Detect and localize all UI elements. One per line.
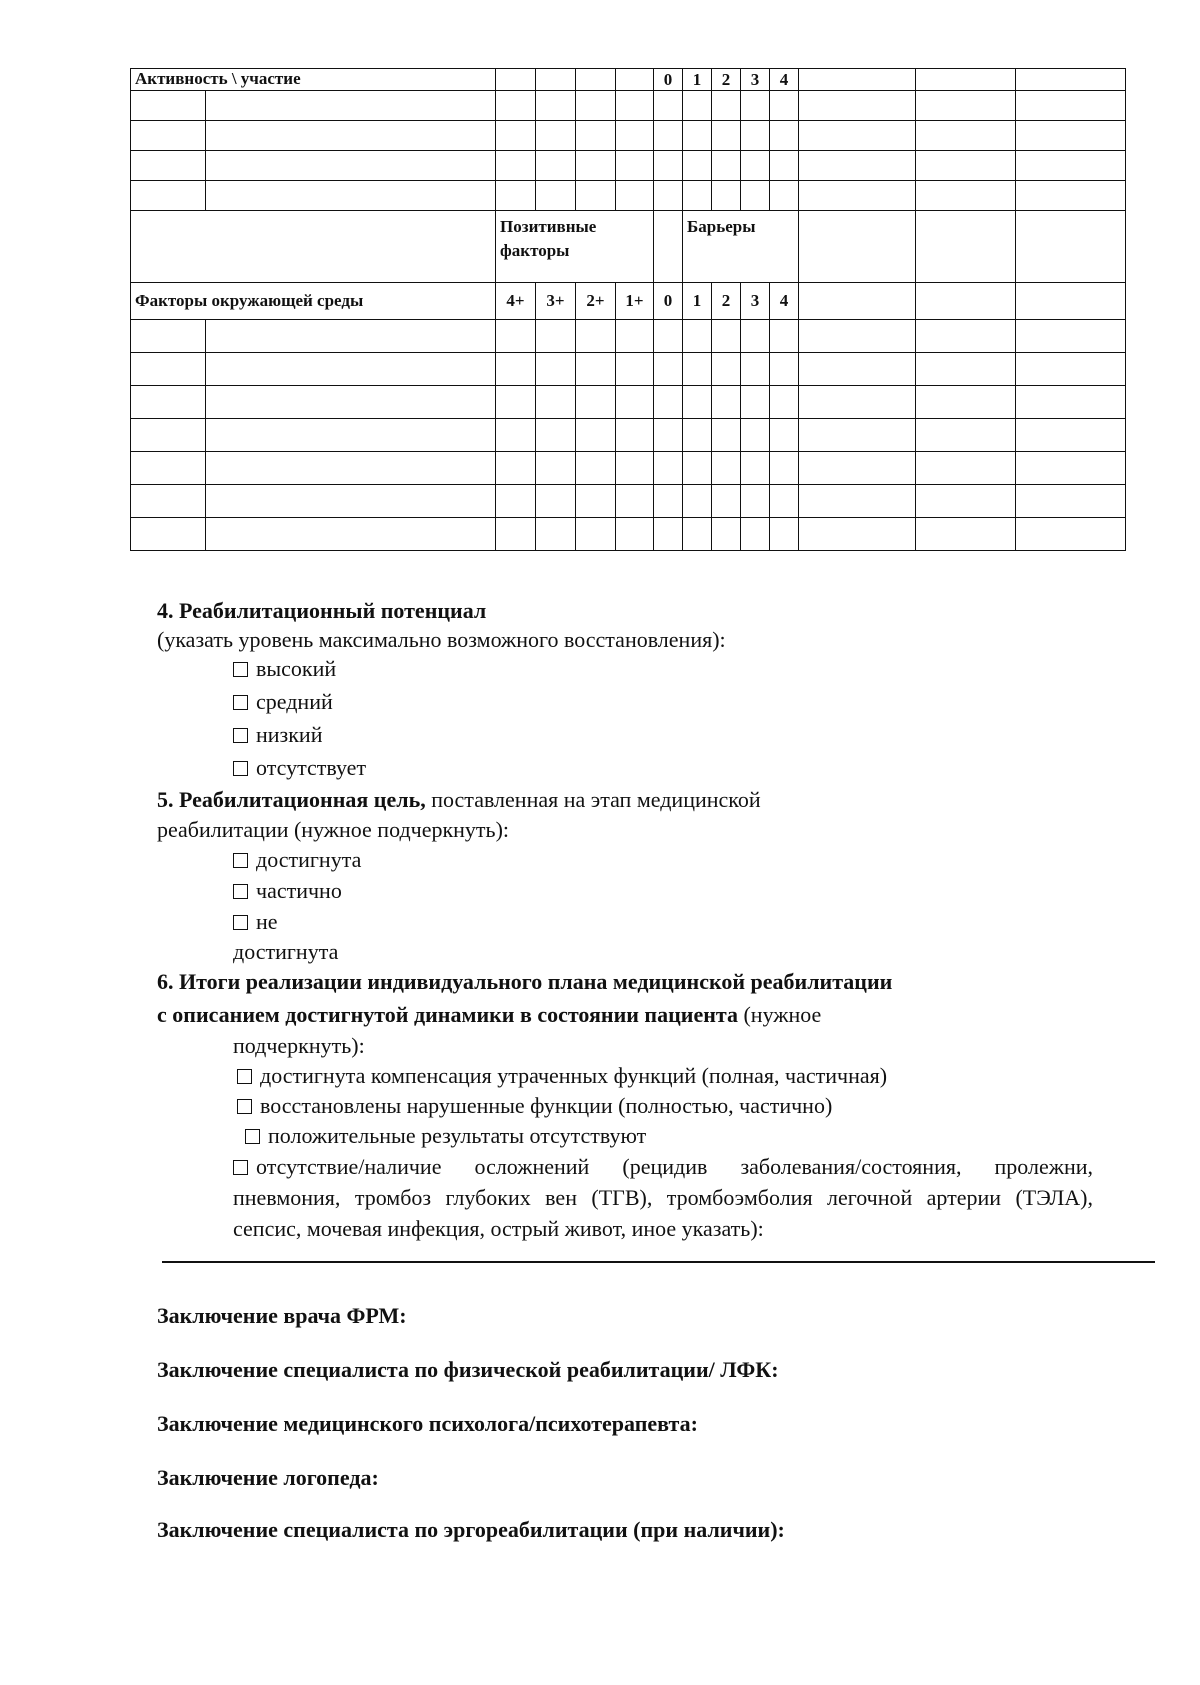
- section5-title: Реабилитационная цель,: [179, 787, 426, 812]
- env-scale-3: 3: [741, 283, 770, 320]
- section4-number: 4.: [157, 598, 174, 623]
- table-row: [131, 386, 1126, 419]
- env-scale-1: 1: [683, 283, 712, 320]
- activity-scale-0: 0: [654, 69, 683, 91]
- option-complications[interactable]: отсутствие/наличие осложнений (рецидив заболевания/состояния, пролежни, пневмония, тромбоз глубоких вен (ТГВ), тромбоэмболия легочной артерии (ТЭЛА), сепсис, мочевая инфекция, острый живот, иное указать):: [233, 1154, 1093, 1241]
- env-scale-1plus: 1+: [616, 283, 654, 320]
- table-row: [131, 452, 1126, 485]
- activity-header: Активность \ участие: [131, 69, 496, 91]
- env-header-row: [131, 283, 1126, 320]
- conclusion-speech-therapist: Заключение логопеда:: [157, 1465, 379, 1490]
- env-scale-2plus: 2+: [576, 283, 616, 320]
- env-scale-4plus: 4+: [496, 283, 536, 320]
- section6-note-2: подчеркнуть):: [233, 1033, 365, 1058]
- conclusion-psychologist: Заключение медицинского психолога/психотерапевта:: [157, 1411, 698, 1436]
- env-scale-2: 2: [712, 283, 741, 320]
- section4-title: Реабилитационный потенциал: [179, 598, 487, 623]
- table-row: [131, 518, 1126, 551]
- checkbox-icon[interactable]: [233, 853, 248, 868]
- factor-group-row: [131, 211, 1126, 283]
- env-scale-3plus: 3+: [536, 283, 576, 320]
- checkbox-icon[interactable]: [237, 1099, 252, 1114]
- table-row: [131, 485, 1126, 518]
- table-row: [131, 419, 1126, 452]
- option-no-results[interactable]: положительные результаты отсутствуют: [245, 1121, 646, 1151]
- conclusion-ergo: Заключение специалиста по эргореабилитации (при наличии):: [157, 1517, 785, 1542]
- checkbox-icon[interactable]: [245, 1129, 260, 1144]
- table-row: [131, 181, 1126, 211]
- section5-heading: [157, 785, 761, 815]
- checkbox-icon[interactable]: [233, 695, 248, 710]
- table-row: [131, 320, 1126, 353]
- section4-heading: [157, 596, 486, 626]
- env-header: Факторы окружающей среды: [131, 283, 496, 320]
- option-achieved[interactable]: достигнута: [233, 845, 361, 875]
- section5-text: поставленная на этап медицинской: [431, 787, 761, 812]
- section6-title: 6. Итоги реализации индивидуального плана медицинской реабилитации: [157, 969, 893, 994]
- activity-scale-1: 1: [683, 69, 712, 91]
- env-scale-0: 0: [654, 283, 683, 320]
- section5-number: 5.: [157, 787, 174, 812]
- table-row: [131, 353, 1126, 386]
- checkbox-icon[interactable]: [233, 728, 248, 743]
- checkbox-icon[interactable]: [233, 662, 248, 677]
- option-not-continuation: достигнута: [233, 939, 339, 964]
- table-row: [131, 121, 1126, 151]
- env-scale-4: 4: [770, 283, 799, 320]
- option-partially[interactable]: частично: [233, 876, 342, 906]
- section4-note: (указать уровень максимально возможного восстановления):: [157, 627, 726, 652]
- option-low[interactable]: низкий: [233, 720, 322, 750]
- activity-scale-2: 2: [712, 69, 741, 91]
- positive-factors-label: Позитивные факторы: [496, 211, 654, 283]
- activity-scale-3: 3: [741, 69, 770, 91]
- option-medium[interactable]: средний: [233, 687, 333, 717]
- option-high[interactable]: высокий: [233, 654, 336, 684]
- activity-header-row: [131, 69, 1126, 91]
- option-absent[interactable]: отсутствует: [233, 753, 366, 783]
- divider-line: [162, 1261, 1155, 1263]
- section5-text-2: реабилитации (нужное подчеркнуть):: [157, 817, 510, 842]
- checkbox-icon[interactable]: [233, 884, 248, 899]
- checkbox-icon[interactable]: [233, 915, 248, 930]
- section6-note: (нужное: [743, 1002, 822, 1027]
- option-restored[interactable]: восстановлены нарушенные функции (полностью, частично): [237, 1091, 832, 1121]
- option-compensation[interactable]: достигнута компенсация утраченных функций (полная, частичная): [237, 1061, 887, 1091]
- icf-table: [130, 68, 1126, 551]
- checkbox-icon[interactable]: [237, 1069, 252, 1084]
- checkbox-icon[interactable]: [233, 1160, 248, 1175]
- activity-scale-4: 4: [770, 69, 799, 91]
- table-row: [131, 91, 1126, 121]
- table-row: [131, 151, 1126, 181]
- section6-title-2: с описанием достигнутой динамики в состоянии пациента (нужное: [157, 1002, 822, 1027]
- conclusion-lfk: Заключение специалиста по физической реабилитации/ ЛФК:: [157, 1357, 779, 1382]
- conclusion-frm: Заключение врача ФРМ:: [157, 1303, 407, 1328]
- option-not[interactable]: не: [233, 907, 278, 937]
- checkbox-icon[interactable]: [233, 761, 248, 776]
- barriers-label: Барьеры: [683, 211, 799, 283]
